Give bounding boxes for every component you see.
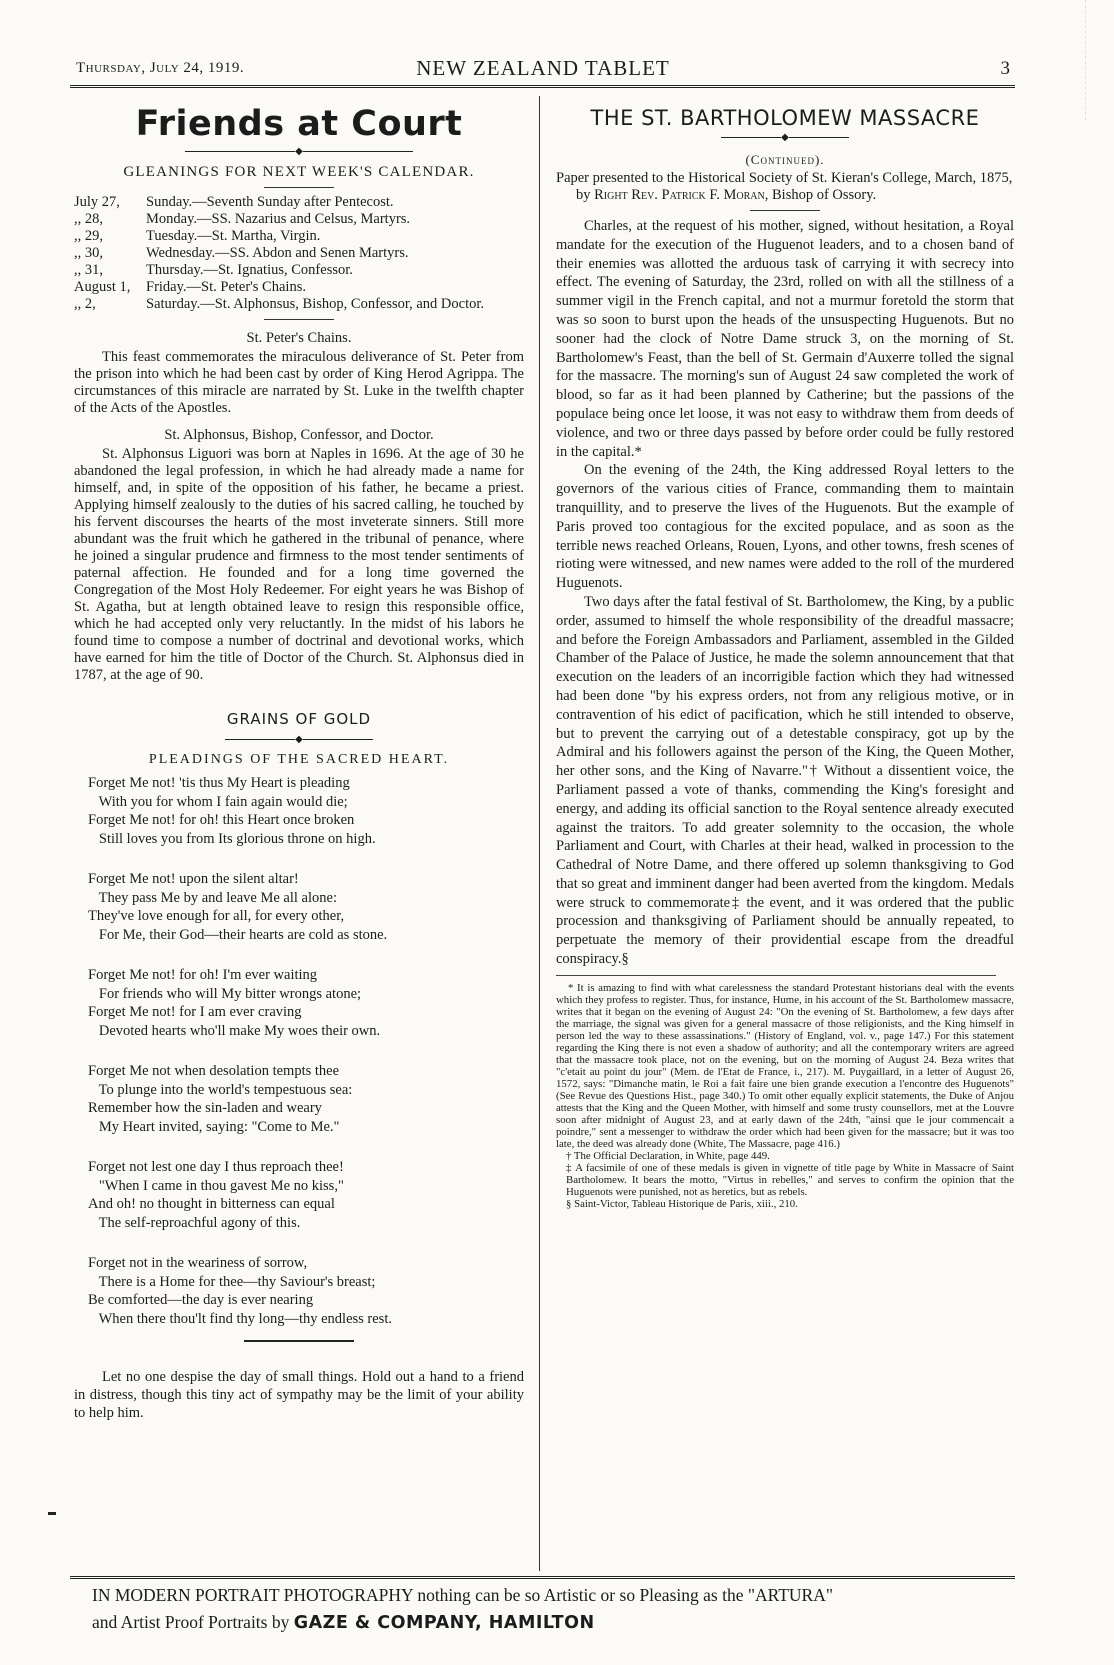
calendar-row	[74, 211, 524, 228]
page-header	[76, 56, 1010, 80]
poem-line: Forget Me not! for oh! I'm ever waiting	[88, 967, 318, 983]
poem-line: And oh! no thought in bitterness can equal	[88, 1196, 335, 1212]
calendar-entry: Sunday.—Seventh Sunday after Pentecost.	[146, 194, 394, 210]
closing-text: Let no one despise the day of small things. Hold out a hand to a friend in distress, though this tiny act of sympathy may be the limit of your ability to help him.	[74, 1369, 524, 1421]
poem-line: Forget Me not! 'tis thus My Heart is pleading	[88, 775, 350, 791]
divider	[264, 187, 334, 188]
poem-line: They pass Me by and leave Me all alone:	[88, 889, 337, 906]
poem-stanza	[88, 1158, 524, 1232]
poem-stanza	[88, 966, 524, 1040]
calendar-row	[74, 245, 524, 262]
gleanings-heading: GLEANINGS FOR NEXT WEEK'S CALENDAR.	[123, 164, 475, 180]
author-name: Right Rev. Patrick F. Moran	[594, 187, 765, 203]
issue-date: Thursday, July 24, 1919.	[76, 60, 245, 76]
calendar-entry: Thursday.—St. Ignatius, Confessor.	[146, 262, 353, 278]
divider	[264, 319, 334, 320]
footnote: ‡ A facsimile of one of these medals is given in vignette of title page by White in Massacre of Saint Bartholomew. It bears the motto, "Virtus in rebelles," and serves to confirm the opinion that the Huguenots were punished, not as heretics, but as rebels.	[566, 1161, 1014, 1198]
page-number: 3	[1000, 58, 1010, 79]
poem-line: Be comforted—the day is ever nearing	[88, 1292, 314, 1308]
ornament-rule: ◆	[556, 132, 1014, 144]
paper-note-end: , Bishop of Ossory.	[764, 187, 877, 203]
masthead: NEW ZEALAND TABLET	[416, 56, 670, 80]
poem-line: My Heart invited, saying: "Come to Me."	[88, 1118, 340, 1135]
poem-stanza	[88, 870, 524, 944]
poem-line: Forget Me not! upon the silent altar!	[88, 871, 299, 887]
poem-line: Forget Me not when desolation tempts thee	[88, 1063, 340, 1079]
chains-heading: St. Peter's Chains.	[246, 330, 352, 346]
poem-line: Forget Me not! for oh! this Heart once broken	[88, 812, 355, 828]
article-paragraph: Charles, at the request of his mother, signed, without hesitation, a Royal mandate for the execution of the Huguenot leaders, and to a chosen band of their enemies was allotted the arduous task of carrying it with secrecy into effect. The evening of Saturday, the 23rd, rolled on with all the stillness of a summer vigil in the French capital, and not a murmur foretold the storm that was so soon to burst upon the heads of the unsuspecting Huguenots. But no sooner had the clock of Notre Dame struck 3, on the morning of St. Bartholomew's Feast, than the bell of St. Germain d'Auxerre tolled the signal for the massacre. The morning's sun of August 24 saw completed the work of blood, so far as it had been planned by Catherine; but the passions of the populace being once let loose, it was not easy to withdraw them from deeds of violence, and two or three days passed by before order could be fully restored in the capital.*	[556, 218, 1014, 460]
footnotes	[556, 982, 1014, 1210]
footer-rule	[70, 1576, 1015, 1579]
divider	[244, 1340, 354, 1342]
footnote: † The Official Declaration, in White, page 449.	[566, 1149, 770, 1162]
advert-line-1: IN MODERN PORTRAIT PHOTOGRAPHY nothing can be so Artistic or so Pleasing as the "ARTURA"	[92, 1585, 834, 1605]
calendar-date: ,, 31,	[74, 262, 103, 278]
calendar-entry: Saturday.—St. Alphonsus, Bishop, Confessor, and Doctor.	[146, 296, 485, 312]
poem-title: PLEADINGS OF THE SACRED HEART.	[148, 752, 450, 767]
margin-mark	[48, 1512, 56, 1515]
calendar-row	[74, 262, 524, 279]
poem-line: There is a Home for thee—thy Saviour's breast;	[88, 1273, 376, 1290]
article-body	[556, 217, 1014, 969]
poem-stanza	[88, 1062, 524, 1136]
poem-line: Forget Me not! for I am ever craving	[88, 1004, 302, 1020]
section-title: Friends at Court	[135, 104, 463, 144]
poem-line: Forget not in the weariness of sorrow,	[88, 1255, 308, 1271]
left-column	[74, 96, 524, 1422]
page-edge	[1085, 0, 1110, 120]
poem-line: To plunge into the world's tempestuous sea:	[88, 1081, 353, 1098]
ornament-rule: ◆	[74, 734, 524, 746]
chains-text: This feast commemorates the miraculous deliverance of St. Peter from the prison into which he had been cast by order of King Herod Agrippa. The circumstances of this miracle are narrated by St. Luke in the twelfth chapter of the Acts of the Apostles.	[74, 349, 524, 416]
poem	[74, 774, 524, 1328]
calendar-row	[74, 279, 524, 296]
poem-line: Still loves you from Its glorious throne on high.	[88, 830, 376, 847]
calendar-entry: Monday.—SS. Nazarius and Celsus, Martyrs.	[146, 211, 411, 227]
column-divider	[539, 96, 540, 1571]
poem-line: The self-reproachful agony of this.	[88, 1214, 301, 1231]
calendar-row	[74, 194, 524, 211]
calendar-row	[74, 296, 524, 313]
advert-text: and Artist Proof Portraits by	[92, 1612, 294, 1632]
poem-line: For Me, their God—their hearts are cold as stone.	[88, 926, 388, 943]
calendar-entry: Wednesday.—SS. Abdon and Senen Martyrs.	[146, 245, 409, 261]
calendar-date: August 1,	[74, 279, 131, 295]
calendar-list	[74, 194, 524, 313]
poem-line: With you for whom I fain again would die;	[88, 793, 348, 810]
poem-line: "When I came in thou gavest Me no kiss,"	[88, 1177, 344, 1194]
footnote: § Saint-Victor, Tableau Historique de Paris, xiii., 210.	[566, 1197, 798, 1210]
continued-label: (Continued).	[745, 152, 825, 167]
poem-line: Devoted hearts who'll make My woes their own.	[88, 1022, 381, 1039]
poem-line: For friends who will My bitter wrongs atone;	[88, 985, 362, 1002]
ornament-rule: ◆	[74, 146, 524, 158]
poem-line: Remember how the sin-laden and weary	[88, 1100, 322, 1116]
poem-line: Forget not lest one day I thus reproach thee!	[88, 1159, 344, 1175]
calendar-date: ,, 2,	[74, 296, 96, 312]
calendar-date: ,, 29,	[74, 228, 103, 244]
right-column	[556, 96, 1014, 1210]
grains-heading: GRAINS OF GOLD	[226, 710, 372, 728]
poem-stanza	[88, 774, 524, 848]
calendar-entry: Friday.—St. Peter's Chains.	[146, 279, 306, 295]
poem-line: When there thou'lt find thy long—thy endless rest.	[88, 1310, 392, 1327]
poem-stanza	[88, 1254, 524, 1328]
article-title: THE ST. BARTHOLOMEW MASSACRE	[590, 106, 980, 130]
article-paragraph: Two days after the fatal festival of St. Bartholomew, the King, by a public order, assumed to himself the whole responsibility of the dreadful massacre; and before the Foreign Ambassadors and Parliament, assembled in the Gilded Chamber of the Palace of Justice, he made the solemn announcement that that execution on the leaders of an incorrigible faction which they had witnessed had been done "by his express orders, not from any religious motive, or in contravention of his edict of pacification, which he still intended to observe, but to prevent the carrying out of a detestable conspiracy, got up by the Admiral and his followers against the person of the King, the Queen Mother, her other sons, and the King of Navarre."† Without a dissentient voice, the Parliament passed a vote of thanks, commending the King's foresight and energy, and adding its official sanction to the Royal sentence already executed against the traitors. To add greater solemnity to the occasion, the whole Parliament and Court, with Charles at their head, walked in procession to the Cathedral of Notre Dame, and there offered up solemn thanksgiving to God that so great and imminent danger had been averted from the kingdom. Medals were struck to commemorate‡ the event, and it was ordered that the public procession and thanksgiving of Parliament should be annually repeated, to perpetuate the memory of their providential escape from the dreadful conspiracy.§	[556, 593, 1014, 968]
paper-note	[556, 170, 1014, 204]
calendar-row	[74, 228, 524, 245]
poem-line: They've love enough for all, for every other,	[88, 908, 345, 924]
footnote: * It is amazing to find with what carelessness the standard Protestant historians deal with the events which they profess to register. Thus, for instance, Hume, in his account of the St. Bartholomew massacre, writes that it began on the evening of August 24: "On the evening of St. Bartholomew, a few days after the marriage, the signal was given for a general massacre of those religionists, and the King himself in person led the way to these assassinations." (History of England, vol. v., page 147.) For this statement regarding the King there is not even a shadow of authority; and all the contemporary writers are agreed that the massacre took place, not on the evening, but on the morning of August 24. Beza writes that "c'etait au point du jour" (Mem. de l'Etat de France, i., 217). M. Puygaillard, in a letter of August 26, 1572, says: "Dimanche matin, le Roi a fait faire une bien grande execution a l'encontre des Huguenots" (See Revue des Questions Hist., page 340.) To omit other equally explicit statements, the Duke of Anjou attests that the King and the Queen Mother, with himself and some trusty counsellors, met at the Louvre soon after midnight of August 23, and at early dawn of the 24th, "ainsi que le jour commencait a poindre," sent a messenger to withdraw the order which had been given for the massacre; but it was too late, the deed was already done (White, The Massacre, page 416.)	[556, 981, 1014, 1150]
divider	[750, 210, 820, 211]
advert-company: GAZE & COMPANY, HAMILTON	[293, 1613, 595, 1633]
calendar-date: ,, 30,	[74, 245, 103, 261]
paper-note-text: Paper presented to the Historical Society of St. Kieran's College, March, 1875, by	[556, 170, 1013, 203]
header-rule	[70, 85, 1015, 88]
advert-line-2	[92, 1612, 1012, 1633]
footnote-rule	[556, 975, 996, 976]
calendar-date: ,, 28,	[74, 211, 103, 227]
calendar-date: July 27,	[74, 194, 120, 210]
alphonsus-text: St. Alphonsus Liguori was born at Naples in 1696. At the age of 30 he abandoned the legal profession, in which he had already made a name for himself, and, in spite of the opposition of his father, he became a priest. Applying himself zealously to the duties of his sacred calling, he touched by his fervent discourses the hearts of the most inveterate sinners. Still more abundant was the fruit which he gathered in the tribunal of penance, where he joined a singular prudence and firmness to the most tender sentiments of paternal affection. He founded and for a long time governed the Congregation of the Most Holy Redeemer. For eight years he was Bishop of St. Agatha, but at length obtained leave to resign this responsible office, which he had accepted only very reluctantly. In the midst of his labors he found time to compose a number of doctrinal and devotional works, which have earned for him the title of Doctor of the Church. St. Alphonsus died in 1787, at the age of 90.	[74, 446, 524, 683]
article-paragraph: On the evening of the 24th, the King addressed Royal letters to the governors of the various cities of France, commanding them to maintain tranquillity, and to preserve the lives of the Huguenots. But the example of Paris proved too contagious for the excited populace, and as soon as the terrible news reached Orleans, Rouen, Lyons, and other towns, fresh scenes of rioting were witnessed, and new names were added to the roll of the murdered Huguenots.	[556, 462, 1014, 592]
alphonsus-heading: St. Alphonsus, Bishop, Confessor, and Doctor.	[164, 427, 434, 443]
calendar-entry: Tuesday.—St. Martha, Virgin.	[146, 228, 321, 244]
